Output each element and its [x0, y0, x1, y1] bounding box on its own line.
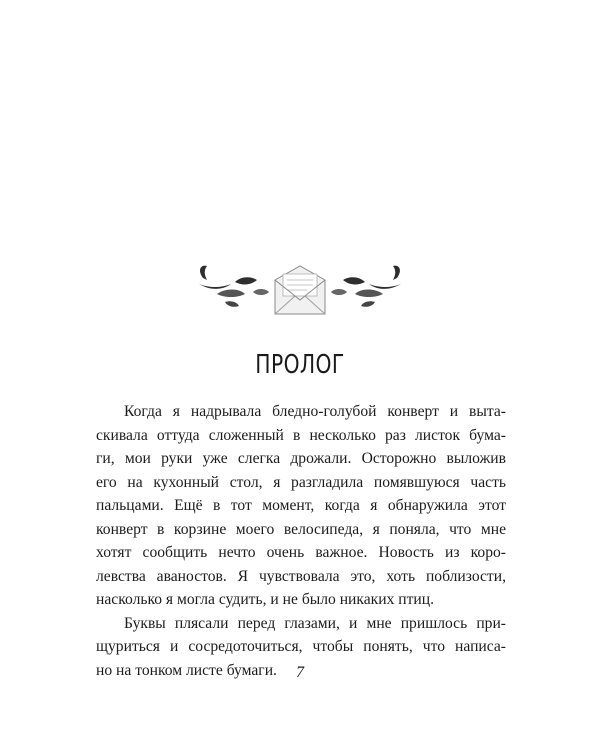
- feather-flourish-icon: [331, 266, 401, 307]
- chapter-ornament: [195, 258, 405, 324]
- text-line: конверт в корзине моего велосипеда, я поняла, что мне: [96, 520, 506, 538]
- chapter-title: ПРОЛОГ: [255, 350, 345, 380]
- body-text: [96, 400, 506, 682]
- text-line: щуриться и сосредоточиться, чтобы понять, что написа-: [96, 638, 506, 655]
- text-line: но на тонком листе бумаги.: [96, 661, 277, 679]
- paragraph: [96, 400, 506, 612]
- text-line: Когда я надрывала бледно-голубой конверт и выта-: [124, 403, 506, 420]
- text-line: Буквы плясали перед глазами, и мне пришлось при-: [124, 614, 506, 632]
- text-line: ги, мои руки уже слегка дрожали. Осторожно выложив: [96, 450, 506, 467]
- text-line: скивала оттуда сложенный в несколько раз листок бума-: [96, 426, 506, 444]
- page-number: 7: [296, 664, 304, 681]
- text-line: пальцами. Ещё в тот момент, когда я обнаружила этот: [96, 497, 506, 514]
- text-line: его на кухонный стол, я разгладила помявшуюся часть: [96, 473, 506, 491]
- text-line: левства аваностов. Я чувствовала это, хоть поблизости,: [96, 567, 506, 585]
- envelope-icon: [275, 266, 325, 314]
- feather-flourish-icon: [199, 266, 269, 307]
- text-line: хотят сообщить нечто очень важное. Новость из коро-: [96, 544, 506, 561]
- text-line: насколько я могла судить, и не было никаких птиц.: [96, 591, 435, 608]
